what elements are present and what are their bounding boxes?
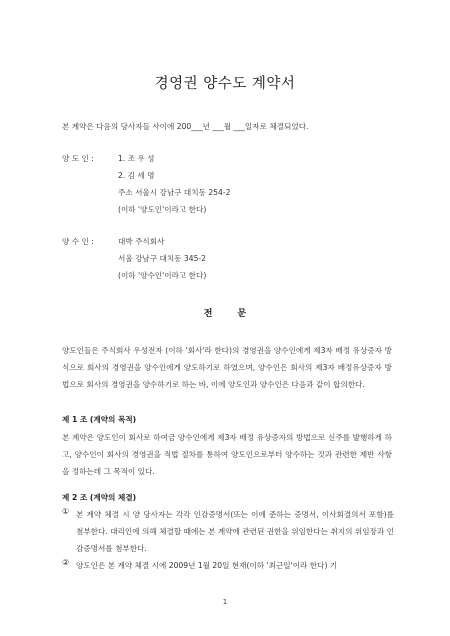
- article-2-item-1-text: 본 계약 체결 시 양 당사자는 각각 인감증명서(또는 이에 준하는 증명서, 이사회결의서 포함)를 첨부한다. 대리인에 의해 체결할 때에는 본 계약에 관련된 권한을 위임한다는 취지의 위임장과 인감증명서를 첨부한다.: [76, 510, 394, 553]
- transferor-alias: (이하 '양도인'이라고 한다): [118, 205, 207, 214]
- document-title: 경영권 양수도 계약서: [154, 76, 296, 92]
- transferor-name-2: 2. 김 세 명: [118, 171, 155, 180]
- intro-sentence: 본 계약은 다음의 당사자들 사이에 200___년 ___월 ___일자로 체결되었다.: [62, 122, 309, 131]
- article-2-item-1-number: ①: [62, 507, 70, 516]
- transferee-alias: (이하 '양수인'이라고 한다): [118, 271, 207, 280]
- article-2-heading: 제 2 조 (계약의 체결): [62, 493, 137, 502]
- article-2-item-2-text: 양도인은 본 계약 체결 시에 2009년 1월 20일 현재(이하 '최근일'이라 한다) 기: [76, 561, 338, 570]
- preamble-title: 전 문: [203, 309, 247, 319]
- transferee-name: 대박 주식회사: [118, 237, 165, 246]
- article-1-heading: 제 1 조 (계약의 목적): [62, 415, 137, 424]
- transferor-label: 양 도 인 :: [62, 154, 94, 163]
- transferor-name-1: 1. 조 우 성: [118, 154, 155, 163]
- article-2-item-2-number: ②: [62, 558, 70, 567]
- page-number: 1: [222, 598, 228, 606]
- transferee-label: 양 수 인 :: [62, 237, 94, 246]
- transferee-address: 서울 강남구 대치동 345-2: [118, 254, 206, 263]
- preamble-paragraph: 양도인들은 주식회사 우성전자 (이하 '회사'라 한다)의 경영권을 양수인에게 제3자 배정 유상증자 방식으로 회사의 경영권을 양수인에게 양도하기로 하였으며, 양수인은 회사의 제3자 배정유상증자 방법으로 회사의 경영권을 양수하기로 하는 바, 이에 양도인과 양수인은 다음과 같이 합의한다.: [62, 346, 392, 389]
- article-1-text: 본 계약은 양도인이 회사로 하여금 양수인에게 제3자 배정 유상증자의 방법으로 신주를 발행하게 하고, 양수인이 회사의 경영권을 적법 절차를 통하여 양도인으로부터 양수하는 것과 관련한 제반 사항을 정하는데 그 목적이 있다.: [62, 433, 392, 476]
- transferor-address: 주소 서울시 강남구 대치동 254-2: [118, 188, 231, 197]
